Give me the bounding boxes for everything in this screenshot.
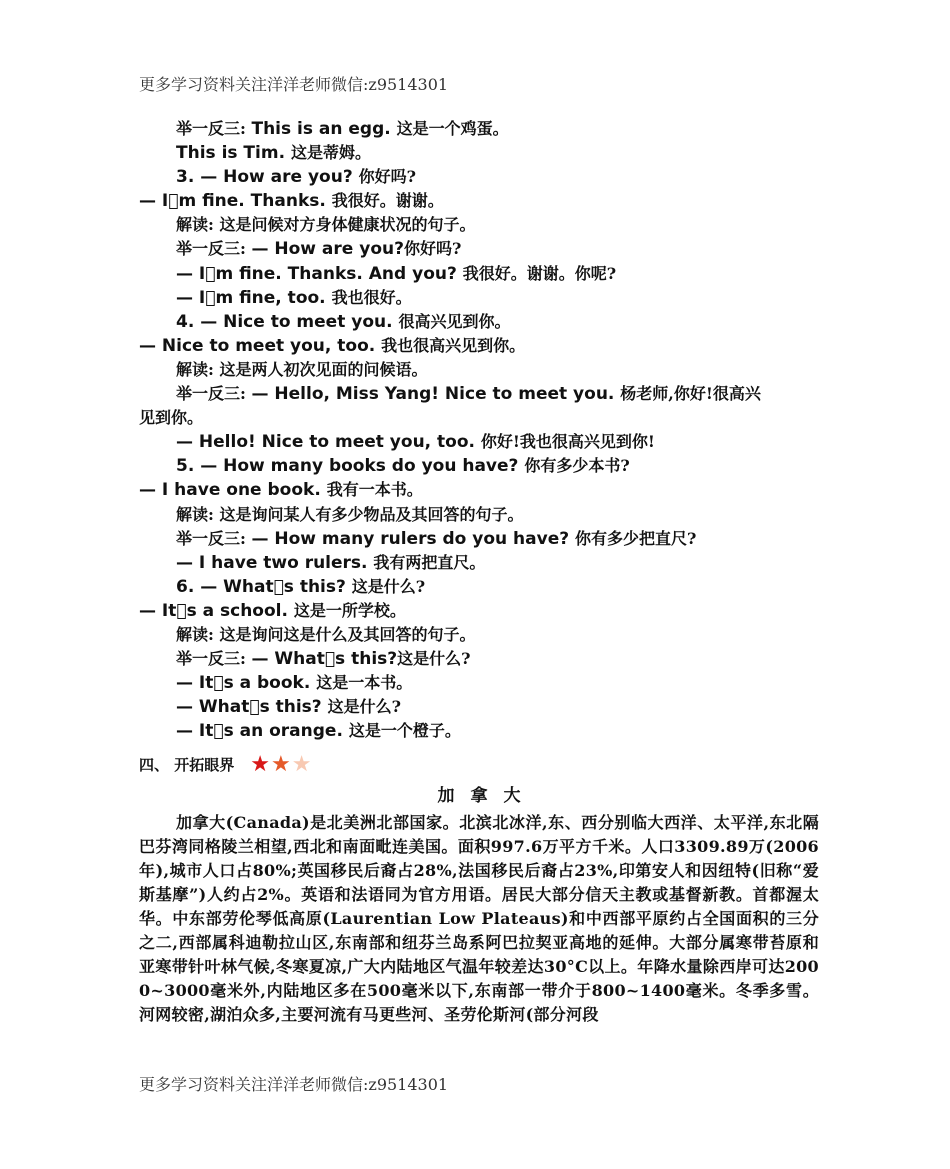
chinese-text: 我也很好。 (331, 287, 412, 307)
chinese-text: 解读: 这是两人初次见面的问候语。 (176, 359, 428, 379)
chinese-text: 这是什么? (397, 649, 471, 669)
chinese-text: 这是一个橙子。 (348, 721, 461, 741)
chinese-text: 很高兴见到你。 (398, 311, 511, 331)
text-line (139, 671, 819, 695)
chinese-text: 你好!我也很高兴见到你! (480, 432, 655, 452)
star-icon: ★ (250, 752, 270, 778)
text-line (139, 262, 819, 286)
dialogue-lines (139, 117, 819, 743)
chinese-text: 举一反三: (176, 119, 252, 138)
text-line (139, 527, 819, 551)
text-line (139, 623, 819, 647)
english-text: 3. — How are you? (176, 167, 359, 188)
english-text: — I m fine. Thanks. (139, 191, 332, 212)
english-text: This is Tim. (176, 143, 291, 164)
english-text: — I have two rulers. (176, 552, 374, 573)
chinese-text: 杨老师,你好!很高兴 (620, 384, 761, 404)
text-line (139, 310, 819, 334)
english-text: — What s this? (176, 697, 328, 718)
chinese-text: 你有多少把直尺? (575, 528, 697, 548)
chinese-text: 你好吗? (358, 167, 416, 187)
text-line (139, 213, 819, 237)
english-text: — I m fine, too. (176, 287, 332, 308)
english-text: — How many rulers do you have? (251, 528, 575, 549)
chinese-text: 举一反三: (176, 239, 252, 259)
text-line (139, 430, 819, 454)
text-line (139, 647, 819, 671)
chinese-text: 我也很高兴见到你。 (381, 335, 526, 355)
text-line (139, 117, 819, 141)
text-line (139, 358, 819, 382)
text-line (139, 286, 819, 310)
article-title: 加拿大 (437, 786, 537, 807)
chinese-text: 这是一所学校。 (293, 600, 406, 620)
chinese-text: 解读: 这是询问某人有多少物品及其回答的句子。 (176, 504, 524, 524)
text-line (139, 599, 819, 623)
star-icon: ★ (270, 752, 291, 778)
document-body (139, 117, 819, 1027)
text-line (139, 165, 819, 189)
english-text: — It s a school. (139, 600, 294, 621)
chinese-text: 解读: 这是询问这是什么及其回答的句子。 (176, 624, 476, 644)
chinese-text: 这是一个鸡蛋。 (396, 119, 509, 138)
text-line (139, 334, 819, 358)
text-line (139, 575, 819, 599)
chinese-text: 见到你。 (139, 408, 204, 428)
chinese-text: 你有多少本书? (524, 456, 630, 476)
chinese-text: 我有两把直尺。 (373, 552, 486, 572)
chinese-text: 你好吗? (403, 239, 462, 259)
text-line (139, 719, 819, 743)
chinese-text: 举一反三: (176, 384, 252, 404)
english-text: — It s a book. (176, 673, 317, 694)
page-footer: 更多学习资料关注洋洋老师微信:z9514301 (139, 1075, 449, 1094)
text-line (139, 454, 819, 478)
text-line (139, 141, 819, 165)
english-text: — I have one book. (139, 480, 327, 501)
text-line (139, 478, 819, 502)
chinese-text: 举一反三: (176, 649, 252, 669)
chinese-text: 我很好。谢谢。 (331, 191, 444, 211)
text-line (139, 503, 819, 527)
english-text: — It s an orange. (176, 721, 349, 742)
star-icon: ★ (291, 752, 312, 778)
article-paragraph: 加拿大(Canada)是北美洲北部国家。北滨北冰洋,东、西分别临大西洋、太平洋,东北隔巴芬湾同格陵兰相望,西北和南面毗连美国。面积997.6万平方千米。人口3309.89万(2006年),城市人口占80%;英国移民后裔占28%,法国移民后裔占23%,印第安人和因纽特(旧称“爱斯基摩”)人约占2%。英语和法语同为官方用语。居民大部分信天主教或基督新教。首都渥太华。中东部劳伦琴低高原(Laurentian Low Plateaus)和中西部平原约占全国面积的三分之二,西部属科迪勒拉山区,东南部和纽芬兰岛系阿巴拉契亚高地的延伸。大部分属寒带苔原和亚寒带针叶林气候,冬寒夏凉,广大内陆地区气温年较差达30°C以上。年降水量除西岸可达2000~3000毫米外,内陆地区多在500毫米以下,东南部一带介于800~1400毫米。冬季多雪。河网较密,湖泊众多,主要河流有马更些河、圣劳伦斯河(部分河段 (139, 812, 819, 1025)
english-text: — Nice to meet you, too. (139, 335, 382, 356)
text-line (139, 695, 819, 719)
english-text: 4. — Nice to meet you. (176, 311, 399, 332)
section-heading (139, 749, 819, 781)
english-text: — How are you? (251, 239, 404, 260)
chinese-text: 这是一本书。 (316, 673, 413, 693)
text-line (139, 189, 819, 213)
chinese-text: 解读: 这是问候对方身体健康状况的句子。 (176, 215, 476, 235)
chinese-text: 这是蒂姆。 (290, 143, 371, 163)
chinese-text: 这是什么? (351, 576, 426, 596)
text-line (139, 237, 819, 261)
text-line (139, 382, 819, 406)
section-title: 四、 开拓眼界 (139, 756, 235, 775)
chinese-text: 我有一本书。 (326, 480, 423, 500)
chinese-text: 举一反三: (176, 528, 252, 548)
english-text: — Hello! Nice to meet you, too. (176, 432, 481, 453)
english-text: 6. — What s this? (176, 576, 352, 597)
page-header: 更多学习资料关注洋洋老师微信:z9514301 (139, 75, 449, 94)
english-text: — What s this? (251, 649, 398, 670)
text-line (139, 551, 819, 575)
chinese-text: 这是什么? (327, 697, 401, 717)
english-text: This is an egg. (251, 119, 397, 139)
english-text: 5. — How many books do you have? (176, 456, 525, 477)
english-text: — I m fine. Thanks. And you? (176, 263, 463, 284)
text-line (139, 406, 819, 430)
star-rating (250, 754, 311, 776)
english-text: — Hello, Miss Yang! Nice to meet you. (251, 384, 621, 405)
chinese-text: 我很好。谢谢。你呢? (462, 263, 617, 283)
